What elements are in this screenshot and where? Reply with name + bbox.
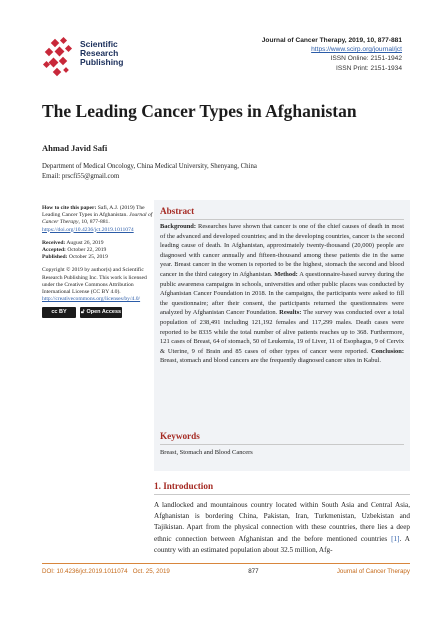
keywords-text: Breast, Stomach and Blood Cancers bbox=[160, 449, 253, 456]
affiliation-block bbox=[42, 162, 362, 182]
background-label: Background: bbox=[160, 223, 197, 230]
copyright-block bbox=[42, 267, 154, 318]
citation-block bbox=[42, 205, 154, 234]
open-access-lock-icon: 🔓︎ bbox=[80, 309, 85, 316]
received-value: August 26, 2019 bbox=[66, 239, 104, 246]
accepted-value: October 22, 2019 bbox=[67, 247, 107, 254]
introduction-body bbox=[154, 500, 410, 556]
published-date bbox=[42, 254, 154, 261]
page-number: 877 bbox=[248, 568, 259, 575]
footer-divider bbox=[42, 563, 410, 564]
affiliation: Department of Medical Oncology, China Medical University, Shenyang, China bbox=[42, 163, 257, 170]
cite-volume: , 10, 877-881. bbox=[78, 219, 110, 226]
cite-label: How to cite this paper: bbox=[42, 205, 97, 211]
publisher-name-line3: Publishing bbox=[80, 57, 124, 67]
published-value: October 25, 2019 bbox=[68, 254, 108, 261]
received-date bbox=[42, 240, 154, 247]
journal-url-link[interactable]: https://www.scirp.org/journal/jct bbox=[311, 46, 402, 54]
open-access-label: Open Access bbox=[86, 309, 122, 316]
cite-doi-link[interactable]: https://doi.org/10.4236/jct.2019.1011074 bbox=[42, 226, 134, 233]
article-sidebar bbox=[42, 205, 154, 324]
conclusion-text: Breast, stomach and blood cancers are the frequently diagnosed cancer sites in Kabul. bbox=[160, 357, 381, 365]
method-label: Method: bbox=[274, 270, 298, 278]
journal-citation: Journal of Cancer Therapy, 2019, 10, 877-881 bbox=[261, 37, 402, 44]
footer-date: Oct. 25, 2019 bbox=[132, 568, 170, 575]
dates-block bbox=[42, 240, 154, 262]
conclusion-label: Conclusion: bbox=[371, 347, 405, 355]
issn-online: ISSN Online: 2151-1942 bbox=[330, 55, 402, 63]
license-badges bbox=[42, 307, 154, 318]
paper-title: The Leading Cancer Types in Afghanistan bbox=[42, 101, 357, 121]
keywords-divider bbox=[160, 444, 404, 445]
method-text: A questionnaire-based survey during the public awareness campaigns in schools, universities and other public places was conducted by Afghanistan Cancer Foundation in 2018. In the campaigns, the participants were asked to fill the questionnaire; after their consent, the participants returned the questionnaires were analyzed by Afghanistan Cancer Foundation. bbox=[160, 270, 405, 317]
open-access-badge[interactable] bbox=[80, 307, 122, 318]
results-label: Results: bbox=[279, 309, 302, 317]
abstract-heading: Abstract bbox=[160, 206, 195, 216]
license-url-link[interactable]: http://creativecommons.org/licenses/by/4.0/ bbox=[42, 296, 141, 303]
reference-link[interactable]: [1] bbox=[391, 534, 400, 543]
publisher-name-line2: Research bbox=[80, 48, 119, 58]
published-label: Published: bbox=[42, 254, 68, 261]
cite-journal: Journal of Cancer Therapy bbox=[42, 212, 153, 226]
author-name: Ahmad Javid Safi bbox=[42, 143, 108, 153]
publisher-name-line1: Scientific bbox=[80, 39, 118, 49]
introduction-text-a: A landlocked and mountainous country located within South Asia and Central Asia, Afghanistan is bordering China, Pakistan, Iran, Turkmenistan, Uzbekistan and Tajikistan. Apart from the physical connection with these countries, there lies a deep ethnic connection between Afghanistan and the before mentioned countries bbox=[154, 501, 410, 543]
author-email: Email: prscfi55@gmail.com bbox=[42, 173, 120, 180]
publisher-name bbox=[80, 40, 123, 67]
results-text: The survey was conducted over a total population of 238,491 including 121,192 females and 117,299 males. Death cases were reported to be 8335 while the total number of alive patients reaches up to 368. Furthermore, 121 cases of Breast, 64 of stomach, 50 of Leukemia, 19 of Liver, 11 of Esophagus, 9 of Cervix & Uterine, 9 of Brain and 85 cases of other types of cancer were reported. bbox=[160, 309, 405, 355]
footer-doi-date bbox=[42, 568, 170, 575]
journal-info bbox=[262, 36, 402, 73]
keywords-heading: Keywords bbox=[160, 431, 200, 441]
accepted-date bbox=[42, 247, 154, 254]
background-text: Researches have shown that cancer is one of the chief causes of death in most of the advanced and developed countries; and in the developing countries, cancer is the second leading cause of death. In Afghanistan, approximately twenty-thousand (20,000) people are diagnosed with cancer annually and fifteen-thousand among these patients die in the same year. Breast cancer in the women is reported to be the highest, stomach the second and blood cancer in the third category in Afghanistan. bbox=[160, 223, 404, 278]
footer-journal: Journal of Cancer Therapy bbox=[336, 568, 410, 575]
copyright-text: Copyright © 2019 by author(s) and Scientific Research Publishing Inc. This work is licensed under the Creative Commons Attribution International License (CC BY 4.0). bbox=[42, 267, 147, 296]
introduction-text-b: . A country with an estimated population about 32.5 million, Afg- bbox=[154, 534, 410, 554]
introduction-heading: 1. Introduction bbox=[154, 481, 214, 491]
abstract-body bbox=[160, 222, 404, 366]
cc-by-badge-icon[interactable]: cc BY bbox=[42, 307, 76, 318]
abstract-divider bbox=[160, 219, 404, 220]
received-label: Received: bbox=[42, 239, 66, 246]
introduction-divider bbox=[154, 494, 410, 495]
issn-print: ISSN Print: 2151-1934 bbox=[336, 64, 402, 72]
cite-text: Safi, A.J. (2019) The Leading Cancer Types in Afghanistan. bbox=[42, 205, 145, 219]
accepted-label: Accepted: bbox=[42, 247, 66, 254]
footer-doi: DOI: 10.4236/jct.2019.1011074 bbox=[42, 568, 128, 575]
page-footer bbox=[42, 568, 410, 575]
